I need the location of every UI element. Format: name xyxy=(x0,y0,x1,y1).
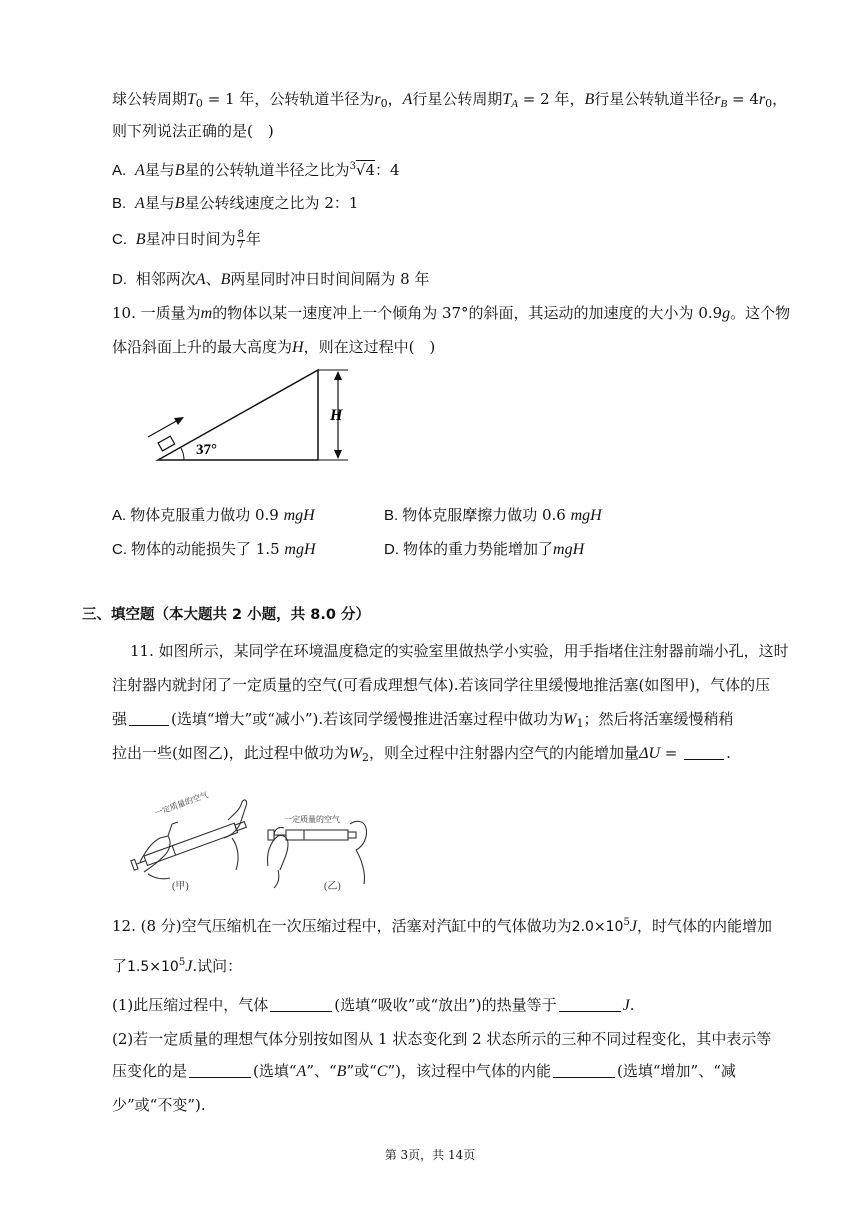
q10-line-2: 体沿斜面上升的最大高度为H，则在这过程中( ) xyxy=(112,338,436,356)
velocity-arrow xyxy=(148,419,180,437)
q11-line-1: 11. 如图所示，某同学在环境温度稳定的实验室里做热学小实验，用手指堵住注射器前端小孔，这时 xyxy=(130,642,789,660)
syringe-figure xyxy=(128,780,384,892)
answer-blank-3[interactable] xyxy=(270,997,332,1012)
block xyxy=(158,436,175,451)
q10-option-b[interactable]: B. 物体克服摩擦力做功 0.6 mgH xyxy=(384,506,602,524)
q12-line-2: 了$1.5\times 10^5J$.试问： xyxy=(112,957,243,975)
syringe-label-jia: 一定质量的空气 xyxy=(153,790,210,818)
q9-line-2: 则下列说法正确的是( ) xyxy=(112,122,274,140)
answer-blank-5[interactable] xyxy=(189,1063,251,1078)
q10-option-a[interactable]: A. 物体克服重力做功 0.9 mgH xyxy=(112,506,315,524)
height-arrow-up xyxy=(334,371,342,380)
fig-label-yi: (乙) xyxy=(324,881,341,892)
height-label: H xyxy=(330,407,343,424)
page-footer: 第 3页，共 14页 xyxy=(384,1148,476,1162)
height-arrow-down xyxy=(334,450,342,459)
answer-blank-4[interactable] xyxy=(559,997,621,1012)
q9-option-c[interactable]: C. B星冲日时间为 $\frac{8}{7}$ 年 xyxy=(112,228,261,251)
q11-line-4: 拉出一些(如图乙)，此过程中做功为$W_2$，则全过程中注射器内空气的内能增加量ΔU = . xyxy=(112,744,731,764)
section-title: 三、填空题（本大题共 2 小题，共 8.0 分） xyxy=(82,607,370,623)
angle-label: 37° xyxy=(196,442,217,458)
answer-blank-2[interactable] xyxy=(684,745,724,760)
fig-label-jia: (甲) xyxy=(172,881,189,892)
syringe-label-yi: 一定质量的空气 xyxy=(284,815,340,824)
q10-option-c[interactable]: C. 物体的动能损失了 1.5 mgH xyxy=(112,540,316,558)
incline-diagram xyxy=(140,362,355,462)
q12-part-2-line-2: 压变化的是 (选填“A”、“B”或“C”)，该过程中气体的内能 (选填“增加”、“减 xyxy=(112,1062,736,1080)
answer-blank-6[interactable] xyxy=(553,1063,615,1078)
q9-option-b[interactable]: B. A星与B星公转线速度之比为 2：1 xyxy=(112,194,359,212)
q12-line-1: 12. (8 分)空气压缩机在一次压缩过程中，活塞对汽缸中的气体做功为$2.0\times 10^5J$，时气体的内能增加 xyxy=(112,917,772,935)
angle-arc xyxy=(181,448,184,460)
q12-part-2-line-1: (2)若一定质量的理想气体分别按如图从 1 状态变化到 2 状态所示的三种不同过程变化，其中表示等 xyxy=(112,1030,772,1048)
q11-line-2: 注射器内就封闭了一定质量的空气(可看成理想气体).若该同学往里缓慢地推活塞(如图甲)，气体的压 xyxy=(112,676,771,694)
answer-blank-1[interactable] xyxy=(129,711,169,726)
q11-line-3: 强 (选填“增大”或“减小”).若该同学缓慢推进活塞过程中做功为$W_1$；然后将活塞缓慢稍稍 xyxy=(112,710,734,730)
fraction-8-7: $\frac{8}{7}$ xyxy=(237,228,244,251)
q10-option-d[interactable]: D. 物体的重力势能增加了mgH xyxy=(384,540,585,558)
syringe-figure-yi xyxy=(267,821,366,888)
q9-line-1: 球公转周期$T_0 = 1$ 年，公转轨道半径为$r_0$，A行星公转周期$T_A = 2$ 年，B行星公转轨道半径$r_B = 4r_0$， xyxy=(112,90,788,110)
q9-option-a[interactable]: A. A星与B星的公转轨道半径之比为$^3$√4：4 xyxy=(112,161,400,179)
syringe-figure-jia xyxy=(131,800,247,879)
q12-part-2-line-3: 少”或“不变”). xyxy=(112,1096,206,1114)
q9-option-d[interactable]: D. 相邻两次A、B两星同时冲日时间间隔为 8 年 xyxy=(112,270,430,288)
q10-line-1: 10. 一质量为m的物体以某一速度冲上一个倾角为 37°的斜面，其运动的加速度的大小为 0.9g。这个物 xyxy=(112,304,791,322)
q12-part-1: (1)此压缩过程中，气体 (选填“吸收”或“放出”)的热量等于 J. xyxy=(112,996,635,1014)
incline-triangle xyxy=(158,370,318,460)
